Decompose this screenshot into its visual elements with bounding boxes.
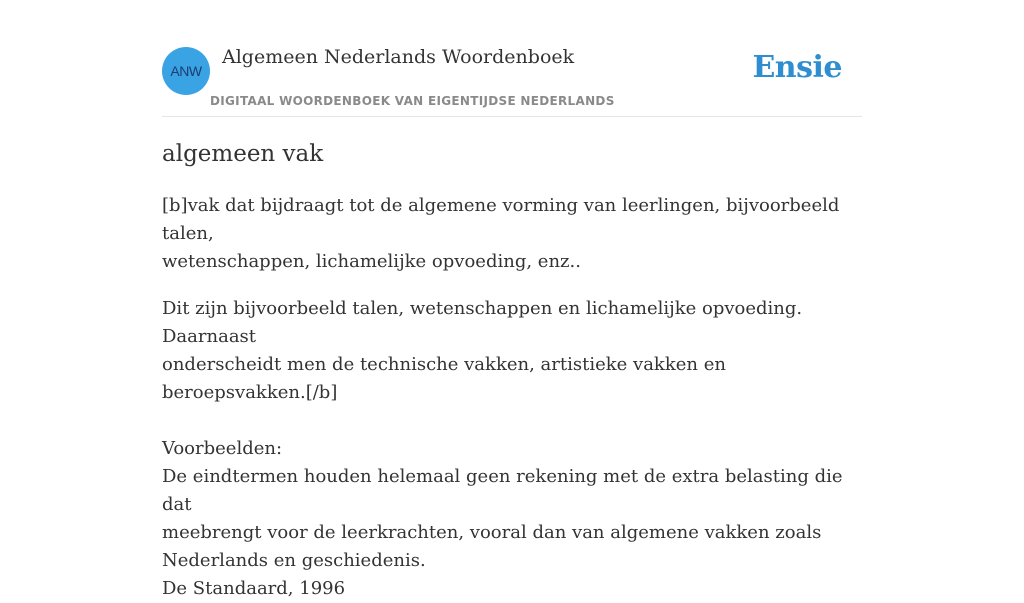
examples-label: Voorbeelden: — [162, 438, 283, 459]
site-header — [162, 0, 862, 117]
entry-content — [162, 138, 872, 603]
site-title[interactable]: Algemeen Nederlands Woordenboek — [222, 46, 575, 68]
example-source: De Standaard, 1996 — [162, 578, 346, 599]
examples-section — [162, 435, 872, 603]
ensie-brand-link[interactable]: Ensie — [752, 50, 842, 85]
example-text: De eindtermen houden helemaal geen rekening met de extra belasting die dat meebrengt voor de leerkrachten, vooral dan van algemene vakken zoals Nederlands en geschiedenis. — [162, 466, 843, 571]
entry-note: Dit zijn bijvoorbeeld talen, wetenschappen en lichamelijke opvoeding. Daarnaast onderscheidt men de technische vakken, artistieke vakken en beroepsvakken.[/b] — [162, 298, 803, 403]
entry-headword: algemeen vak — [162, 141, 324, 167]
entry-definition: [b]vak dat bijdraagt tot de algemene vorming van leerlingen, bijvoorbeeld talen, wetenschappen, lichamelijke opvoeding, enz.. — [162, 195, 840, 272]
anw-logo[interactable]: ANW — [162, 47, 210, 95]
site-subtitle: DIGITAAL WOORDENBOEK VAN EIGENTIJDSE NEDERLANDS — [210, 94, 615, 108]
